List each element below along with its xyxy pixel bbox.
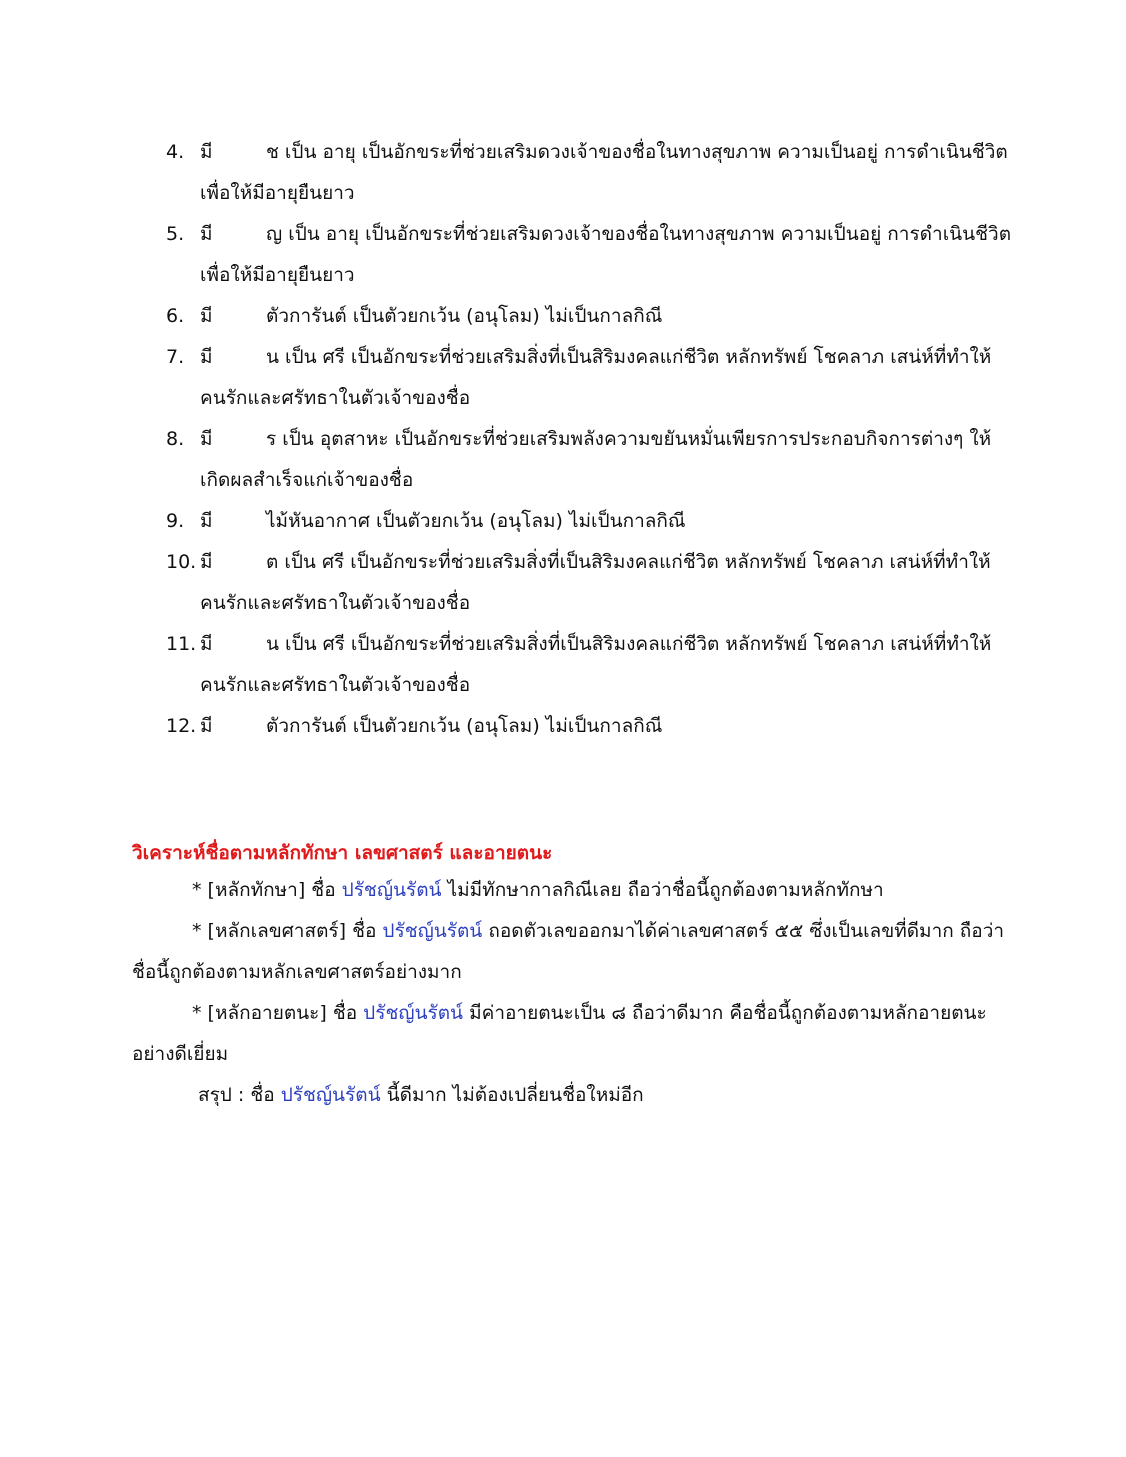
summary-label: สรุป : ชื่อ [198,1084,281,1106]
item-prefix: มี [200,510,213,532]
summary-paragraph [198,1075,644,1116]
item-prefix: มี [200,305,213,327]
numerology-paragraph-continued: ชื่อนี้ถูกต้องตามหลักเลขศาสตร์อย่างมาก [132,961,462,983]
item-number: 4. [166,141,185,163]
item-prefix: มี [200,715,213,737]
item-prefix: มี [200,223,213,245]
list-item [0,296,1126,337]
item-prefix: มี [200,428,213,450]
item-text: ร เป็น อุตสาหะ เป็นอักขระที่ช่วยเสริมพลังความขยันหมั่นเพียรการประกอบกิจการต่างๆ ให้ [266,428,992,450]
item-number: 6. [166,305,185,327]
item-text: ตัวการันต์ เป็นตัวยกเว้น (อนุโลม) ไม่เป็นกาลกิณี [266,305,663,327]
name-highlight: ปรัชญ์นรัตน์ [341,879,442,901]
ayatana-result: มีค่าอายตนะเป็น ๘ ถือว่าดีมาก คือชื่อนี้ถูกต้องตามหลักอายตนะ [463,1002,987,1024]
item-text-continued: คนรักและศรัทธาในตัวเจ้าของชื่อ [200,387,471,409]
name-highlight: ปรัชญ์นรัตน์ [363,1002,464,1024]
item-text: ตัวการันต์ เป็นตัวยกเว้น (อนุโลม) ไม่เป็นกาลกิณี [266,715,663,737]
item-text: ช เป็น อายุ เป็นอักขระที่ช่วยเสริมดวงเจ้าของชื่อในทางสุขภาพ ความเป็นอยู่ การดำเนินชีวิต [266,141,1008,163]
item-number: 12. [166,715,197,737]
item-number: 9. [166,510,185,532]
item-text: น เป็น ศรี เป็นอักขระที่ช่วยเสริมสิ่งที่เป็นสิริมงคลแก่ชีวิต หลักทรัพย์ โชคลาภ เสน่ห์ที่ทำให้ [266,346,992,368]
list-item [0,542,1126,624]
item-text: ไม้หันอากาศ เป็นตัวยกเว้น (อนุโลม) ไม่เป็นกาลกิณี [266,510,686,532]
item-prefix: มี [200,141,213,163]
item-text-continued: คนรักและศรัทธาในตัวเจ้าของชื่อ [200,674,471,696]
item-number: 10. [166,551,197,573]
letter-analysis-list [0,132,1126,747]
numerology-label: * [หลักเลขศาสตร์] ชื่อ [192,920,383,942]
item-text-continued: คนรักและศรัทธาในตัวเจ้าของชื่อ [200,592,471,614]
item-number: 7. [166,346,185,368]
item-text: ญ เป็น อายุ เป็นอักขระที่ช่วยเสริมดวงเจ้าของชื่อในทางสุขภาพ ความเป็นอยู่ การดำเนินชีวิต [266,223,1012,245]
item-prefix: มี [200,346,213,368]
ayatana-paragraph-continued: อย่างดีเยี่ยม [132,1043,229,1065]
summary-result: นี้ดีมาก ไม่ต้องเปลี่ยนชื่อใหม่อีก [380,1084,644,1106]
item-number: 11. [166,633,197,655]
ayatana-label: * [หลักอายตนะ] ชื่อ [192,1002,364,1024]
taksa-result: ไม่มีทักษากาลกิณีเลย ถือว่าชื่อนี้ถูกต้องตามหลักทักษา [441,879,884,901]
item-text-continued: เพื่อให้มีอายุยืนยาว [200,264,355,286]
item-number: 8. [166,428,185,450]
item-text-continued: เกิดผลสำเร็จแก่เจ้าของชื่อ [200,469,414,491]
list-item [0,624,1126,706]
item-text-continued: เพื่อให้มีอายุยืนยาว [200,182,355,204]
numerology-result: ถอดตัวเลขออกมาได้ค่าเลขศาสตร์ ๕๕ ซึ่งเป็นเลขที่ดีมาก ถือว่า [482,920,1005,942]
name-highlight: ปรัชญ์นรัตน์ [280,1084,381,1106]
item-text: ต เป็น ศรี เป็นอักขระที่ช่วยเสริมสิ่งที่เป็นสิริมงคลแก่ชีวิต หลักทรัพย์ โชคลาภ เสน่ห์ที่ทำให้ [266,551,991,573]
list-item [0,132,1126,214]
taksa-label: * [หลักทักษา] ชื่อ [192,879,342,901]
list-item [0,706,1126,747]
list-item [0,214,1126,296]
item-number: 5. [166,223,185,245]
list-item [0,501,1126,542]
list-item [0,337,1126,419]
item-prefix: มี [200,551,213,573]
ayatana-paragraph [192,993,987,1034]
taksa-paragraph [192,870,884,911]
item-prefix: มี [200,633,213,655]
name-highlight: ปรัชญ์นรัตน์ [382,920,483,942]
item-text: น เป็น ศรี เป็นอักขระที่ช่วยเสริมสิ่งที่เป็นสิริมงคลแก่ชีวิต หลักทรัพย์ โชคลาภ เสน่ห์ที่ทำให้ [266,633,992,655]
numerology-paragraph [192,911,1004,952]
list-item [0,419,1126,501]
section-heading: วิเคราะห์ชื่อตามหลักทักษา เลขศาสตร์ และอายตนะ [132,842,553,864]
